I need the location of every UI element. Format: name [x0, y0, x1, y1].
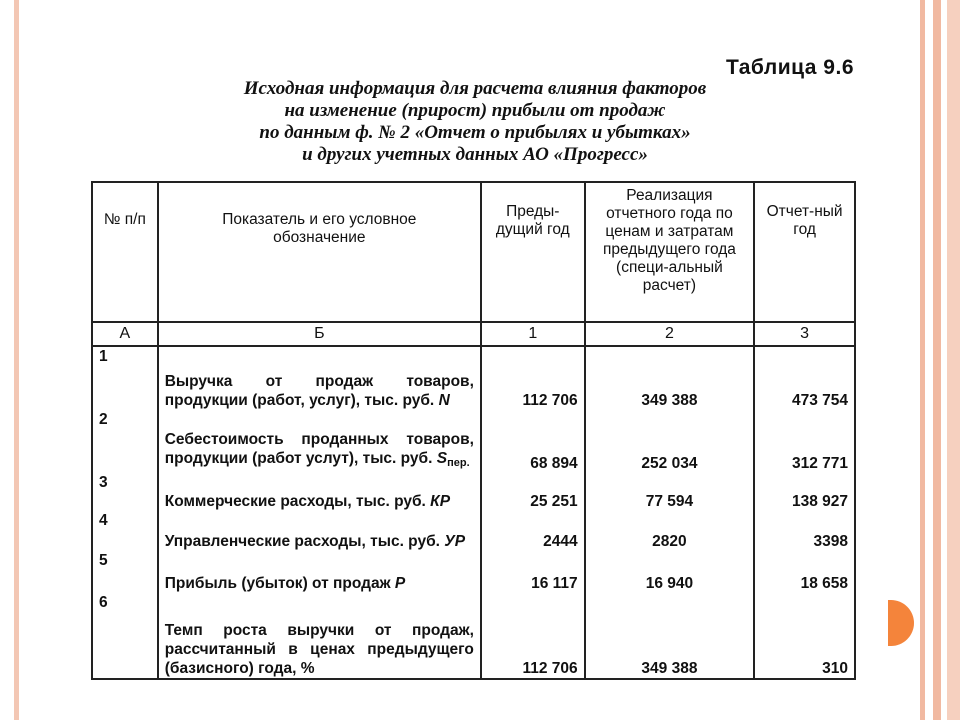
row-symbol: УР — [444, 533, 466, 550]
table-row — [92, 346, 855, 410]
caption-line: и других учетных данных АО «Прогресс» — [302, 144, 648, 165]
table-number: Таблица 9.6 — [725, 56, 854, 79]
cell-prev-year: 25 251 — [481, 473, 585, 511]
row-label-text: Управленческие расходы, тыс. руб. — [164, 533, 440, 550]
row-label — [158, 551, 481, 593]
row-symbol: N — [438, 392, 450, 409]
cell-prev-year: 68 894 — [481, 410, 585, 473]
row-number: 5 — [92, 551, 158, 593]
row-number: 4 — [92, 511, 158, 551]
col-letter: А — [92, 322, 158, 346]
table-row — [92, 511, 855, 551]
cell-prev-year: 112 706 — [481, 346, 585, 410]
row-symbol: КР — [430, 493, 451, 510]
caption-line: на изменение (прирост) прибыли от продаж — [284, 100, 666, 121]
row-number: 2 — [92, 410, 158, 473]
row-label-text: Выручка от продаж товаров, продукции (работ, услуг), тыс. руб. — [164, 373, 474, 409]
caption-line: по данным ф. № 2 «Отчет о прибылях и убытках» — [259, 122, 691, 143]
row-number: 6 — [92, 593, 158, 679]
cell-recalc: 349 388 — [585, 346, 755, 410]
slide-orange-tab — [888, 600, 914, 646]
caption-line: Исходная информация для расчета влияния факторов — [243, 78, 707, 99]
slide-frame-right-stripe — [920, 0, 925, 720]
col-letter: 2 — [585, 322, 755, 346]
row-label — [158, 511, 481, 551]
col-letter: Б — [158, 322, 481, 346]
row-symbol: P — [394, 575, 406, 592]
row-label-text: Коммерческие расходы, тыс. руб. — [164, 493, 426, 510]
cell-report-year: 138 927 — [754, 473, 855, 511]
cell-report-year: 3398 — [754, 511, 855, 551]
slide-frame-right-stripe — [947, 0, 960, 720]
cell-prev-year: 16 117 — [481, 551, 585, 593]
data-table — [91, 181, 856, 680]
cell-report-year: 18 658 — [754, 551, 855, 593]
row-number: 3 — [92, 473, 158, 511]
row-label-text: Прибыль (убыток) от продаж — [164, 575, 391, 592]
cell-recalc: 77 594 — [585, 473, 755, 511]
cell-report-year: 312 771 — [754, 410, 855, 473]
row-label — [158, 410, 481, 473]
row-label-text: Себестоимость проданных товаров, продукции (работ услут), тыс. руб. — [164, 431, 474, 467]
slide-frame-left — [14, 0, 19, 720]
cell-recalc: 16 940 — [585, 551, 755, 593]
row-symbol-subscript: пер. — [447, 457, 470, 469]
row-label — [158, 593, 481, 679]
row-label — [158, 473, 481, 511]
row-label-text: Темп роста выручки от продаж, рассчитанный в ценах предыдущего (базисного) года, % — [164, 622, 474, 677]
row-symbol: S — [436, 450, 448, 467]
cell-report-year: 310 — [754, 593, 855, 679]
header-report-year: Отчет-ный год — [754, 182, 855, 322]
col-letter: 3 — [754, 322, 855, 346]
cell-recalc: 349 388 — [585, 593, 755, 679]
table-row — [92, 473, 855, 511]
header-recalc: Реализация отчетного года по ценам и затратам предыдущего года (специ-альный расчет) — [585, 182, 755, 322]
cell-recalc: 252 034 — [585, 410, 755, 473]
header-indicator: Показатель и его условное обозначение — [158, 182, 481, 322]
cell-report-year: 473 754 — [754, 346, 855, 410]
table-row — [92, 551, 855, 593]
table-caption — [150, 78, 800, 166]
row-label — [158, 346, 481, 410]
cell-prev-year: 112 706 — [481, 593, 585, 679]
cell-recalc: 2820 — [585, 511, 755, 551]
row-number: 1 — [92, 346, 158, 410]
col-letter: 1 — [481, 322, 585, 346]
header-prev-year: Преды-дущий год — [481, 182, 585, 322]
slide-frame-right-stripe — [933, 0, 941, 720]
table-row — [92, 410, 855, 473]
cell-prev-year: 2444 — [481, 511, 585, 551]
table-row — [92, 593, 855, 679]
header-num: № п/п — [92, 182, 158, 322]
